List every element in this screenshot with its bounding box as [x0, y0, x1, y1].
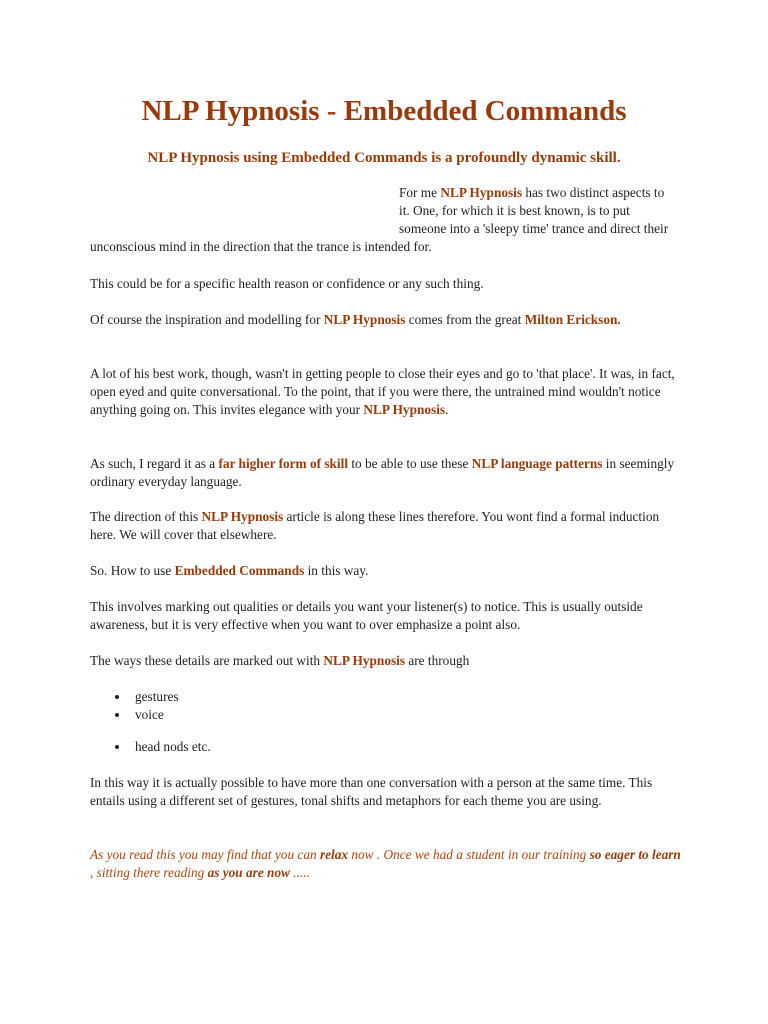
highlight-nlp-hypnosis: NLP Hypnosis	[440, 185, 523, 200]
bullet-list	[90, 688, 390, 724]
list-item: head nods etc.	[90, 738, 390, 756]
highlight-higher-skill: far higher form of skill	[218, 456, 349, 471]
paragraph-3: Of course the inspiration and modelling for NLP Hypnosis comes from the great Milton Erickson.	[90, 312, 621, 327]
highlight-language-patterns: NLP language patterns	[471, 456, 603, 471]
paragraph-4: A lot of his best work, though, wasn't in getting people to close their eyes and go to 'that place'. It was, in fact, open eyed and quite conversational. To the point, that if you were there, the untrained mind wouldn't notice anything going on. This invites elegance with your NLP Hypnosis.	[90, 366, 675, 417]
highlight-nlp-hypnosis: NLP Hypnosis	[201, 509, 284, 524]
highlight-nlp-hypnosis: NLP Hypnosis	[323, 653, 406, 668]
paragraph-2: This could be for a specific health reason or confidence or any such thing.	[90, 276, 484, 291]
paragraph-7: So. How to use Embedded Commands in this way.	[90, 563, 369, 578]
italic-example-paragraph: As you read this you may find that you can relax now . Once we had a student in our training so eager to learn , sitting there reading as you are now .....	[90, 847, 681, 880]
intro-paragraph: For me NLP Hypnosis has two distinct aspects to it. One, for which it is best known, is to put someone into a 'sleepy time' trance and direct their unconscious mind in the direction that the trance is intended for.	[90, 185, 669, 254]
bullet-list-2	[90, 738, 390, 756]
highlight-milton-erickson: Milton Erickson.	[524, 312, 621, 327]
embedded-command-eager: so eager to learn	[589, 847, 681, 862]
embedded-command-as-you-are-now: as you are now	[207, 865, 290, 880]
list-item: voice	[90, 706, 390, 724]
image-placeholder-space	[90, 184, 399, 238]
embedded-command-relax: relax	[319, 847, 349, 862]
highlight-nlp-hypnosis: NLP Hypnosis	[323, 312, 406, 327]
paragraph-6: The direction of this NLP Hypnosis article is along these lines therefore. You wont find a formal induction here. We will cover that elsewhere.	[90, 509, 660, 542]
list-item: gestures	[90, 688, 390, 706]
highlight-nlp-hypnosis: NLP Hypnosis	[363, 402, 446, 417]
paragraph-8: This involves marking out qualities or details you want your listener(s) to notice. This is usually outside awareness, but it is very effective when you want to over emphasize a point also.	[90, 599, 643, 632]
page-title: NLP Hypnosis - Embedded Commands	[141, 95, 627, 127]
paragraph-5: As such, I regard it as a far higher form of skill to be able to use these NLP language patterns in seemingly ordinary everyday language.	[90, 456, 675, 489]
paragraph-9: The ways these details are marked out with NLP Hypnosis are through	[90, 653, 470, 668]
highlight-embedded-commands: Embedded Commands	[174, 563, 305, 578]
page-subtitle: NLP Hypnosis using Embedded Commands is a profoundly dynamic skill.	[147, 150, 621, 166]
paragraph-10: In this way it is actually possible to have more than one conversation with a person at the same time. This entails using a different set of gestures, tonal shifts and metaphors for each theme you are using.	[90, 775, 653, 808]
